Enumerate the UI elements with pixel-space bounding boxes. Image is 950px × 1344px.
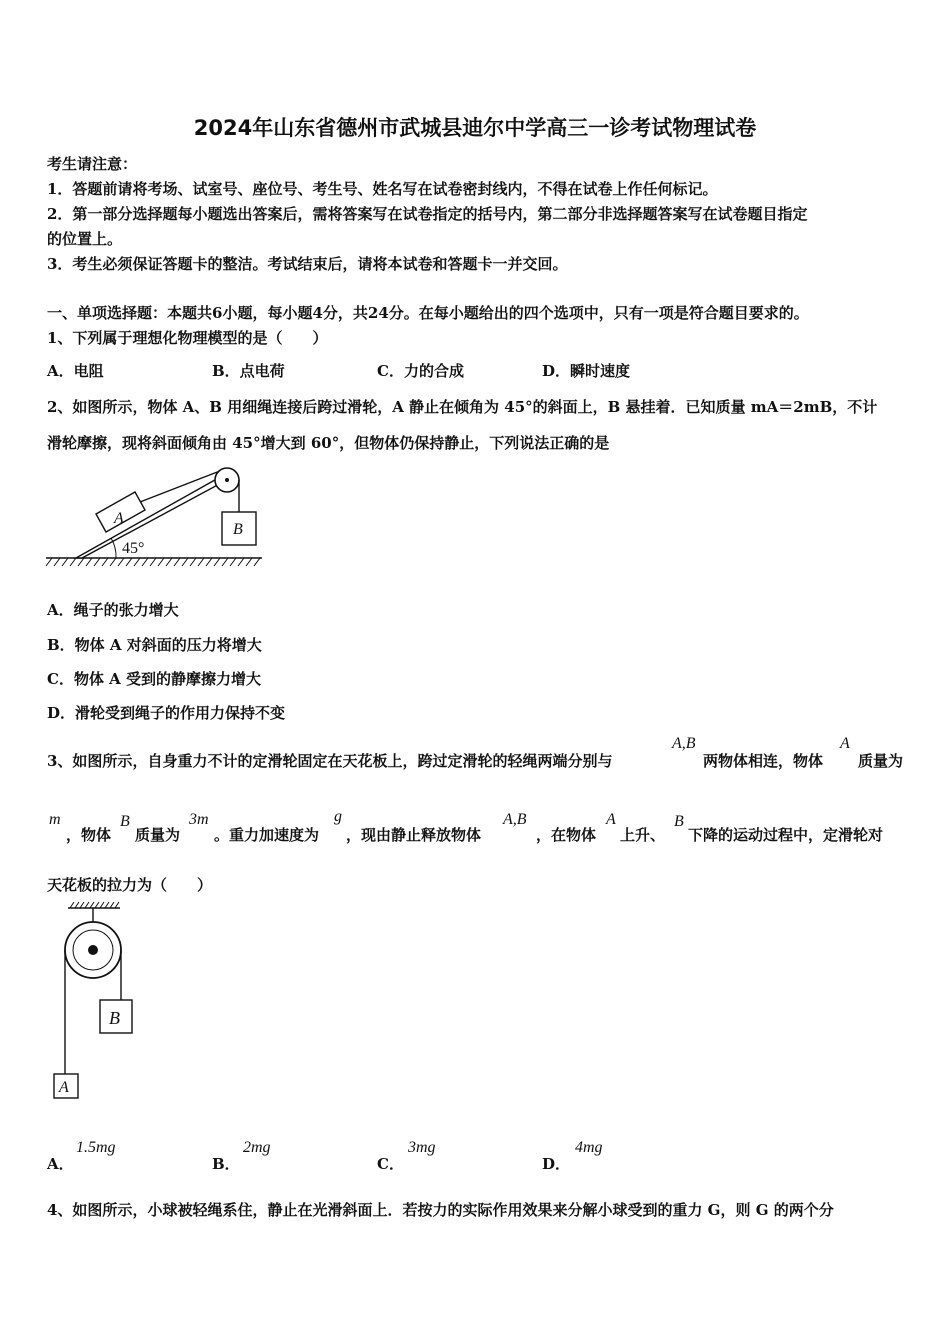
question-3-line2: ，在物体 [536,826,597,844]
math-ab: A,B [672,735,696,752]
question-3-line1: 两物体相连，物体 [703,752,824,770]
math-b: B [120,813,130,830]
question-3-line2: ，现由静止释放物体 [346,826,482,844]
question-3-line2: 。重力加速度为 [214,826,320,844]
q1-option-d: D．瞬时速度 [542,362,631,380]
math-a: A [840,735,850,752]
q2-option-c: C．物体 A 受到的静摩擦力增大 [47,670,262,688]
q3-option-a-letter: A． [47,1155,74,1173]
question-2-line2: 滑轮摩擦，现将斜面倾角由 45°增大到 60°，但物体仍保持静止，下列说法正确的是 [47,434,610,452]
block-b-label: B [109,1008,120,1028]
q1-option-b: B．点电荷 [212,362,285,380]
notice-item: 2．第一部分选择题每小题选出答案后，需将答案写在试卷指定的括号内，第二部分非选择题答案写在试卷题目指定 [47,205,808,223]
notice-item: 的位置上。 [47,230,123,248]
question-3-line2: ，物体 [66,826,112,844]
notice-heading: 考生请注意： [47,155,138,173]
q2-option-b: B．物体 A 对斜面的压力将增大 [47,636,262,654]
notice-item: 1．答题前请将考场、试室号、座位号、考生号、姓名写在试卷密封线内，不得在试卷上作任何标记。 [47,180,718,198]
q3-option-a-value: 1.5mg [76,1139,116,1156]
q3-option-c-letter: C． [377,1155,404,1173]
q2-option-d: D．滑轮受到绳子的作用力保持不变 [47,704,286,722]
question-3-line1: 质量为 [858,752,904,770]
math-g: g [334,808,342,825]
q3-option-b-value: 2mg [243,1139,271,1156]
question-1-stem: 1、下列属于理想化物理模型的是（ ） [47,329,328,347]
math-ab: A,B [503,811,527,828]
question-2-line1: 2、如图所示，物体 A、B 用细绳连接后跨过滑轮，A 静止在倾角为 45°的斜面上，B 悬挂着．已知质量 mA＝2mB，不计 [47,398,878,416]
notice-item: 3．考生必须保证答题卡的整洁。考试结束后，请将本试卷和答题卡一并交回。 [47,255,568,273]
q1-option-a: A．电阻 [47,362,104,380]
question-3-line1: 3、如图所示，自身重力不计的定滑轮固定在天花板上，跨过定滑轮的轻绳两端分别与 [47,752,613,770]
q3-option-b-letter: B． [212,1155,240,1173]
math-b: B [674,813,684,830]
q3-option-c-value: 3mg [408,1139,436,1156]
fixed-pulley-figure [46,900,146,1105]
incline-pulley-figure [44,460,266,572]
block-b-label: B [233,521,243,538]
angle-label: 45° [122,540,145,557]
question-3-line2: 质量为 [135,826,181,844]
question-4-line1: 4、如图所示，小球被轻绳系住，静止在光滑斜面上．若按力的实际作用效果来分解小球受到的重力 G，则 G 的两个分 [47,1201,834,1219]
math-3m: 3m [189,811,209,828]
block-a-label: A [114,510,124,527]
q1-option-c: C．力的合成 [377,362,464,380]
question-3-line3: 天花板的拉力为（ ） [47,876,213,894]
q2-option-a: A．绳子的张力增大 [47,601,179,619]
q3-option-d-value: 4mg [575,1139,603,1156]
math-a: A [606,811,616,828]
page-title: 2024年山东省德州市武城县迪尔中学高三一诊考试物理试卷 [193,116,757,140]
section-heading: 一、单项选择题：本题共6小题，每小题4分，共24分。在每小题给出的四个选项中，只有一项是符合题目要求的。 [47,304,809,322]
math-m: m [49,811,61,828]
q3-option-d-letter: D． [542,1155,571,1173]
question-3-line2: 下降的运动过程中，定滑轮对 [688,826,884,844]
block-a-label: A [59,1079,69,1096]
question-3-line2: 上升、 [620,826,666,844]
